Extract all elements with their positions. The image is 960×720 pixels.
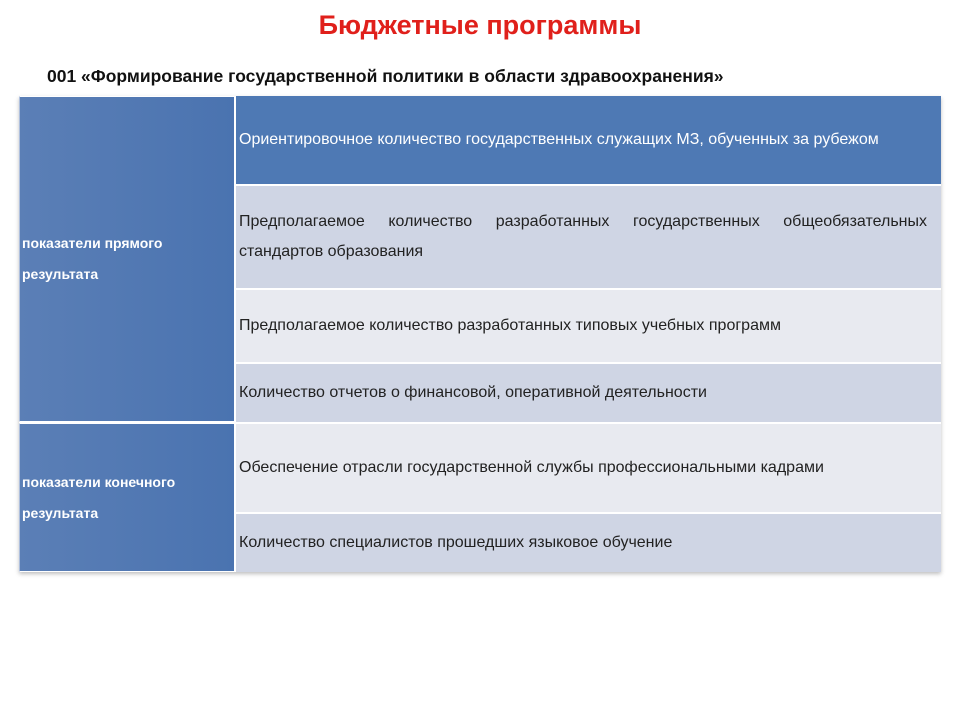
table-row xyxy=(236,364,941,422)
row-text: Обеспечение отрасли государственной службы профессиональными кадрами xyxy=(239,459,824,476)
table-row xyxy=(236,290,941,362)
program-subtitle: 001 «Формирование государственной политики в области здравоохранения» xyxy=(47,66,724,86)
group-label-final-text: показатели конечного результата xyxy=(22,473,176,521)
row-text: Предполагаемое количество разработанных типовых учебных программ xyxy=(239,317,781,334)
table-row xyxy=(236,96,941,184)
table-row xyxy=(236,186,941,288)
group-label-direct xyxy=(19,96,235,422)
row-text: Предполагаемое количество разработанных государственных общеобязательных стандартов образования xyxy=(239,213,927,260)
group-label-final xyxy=(19,423,235,572)
group-label-direct-text: показатели прямого результата xyxy=(22,235,163,282)
row-text: Количество специалистов прошедших языковое обучение xyxy=(239,534,673,551)
table-row xyxy=(236,424,941,512)
page-title: Бюджетные программы xyxy=(318,10,642,40)
row-text: Количество отчетов о финансовой, оперативной деятельности xyxy=(239,384,707,401)
table-row xyxy=(236,514,941,572)
row-text: Ориентировочное количество государственных служащих МЗ, обученных за рубежом xyxy=(239,131,879,148)
